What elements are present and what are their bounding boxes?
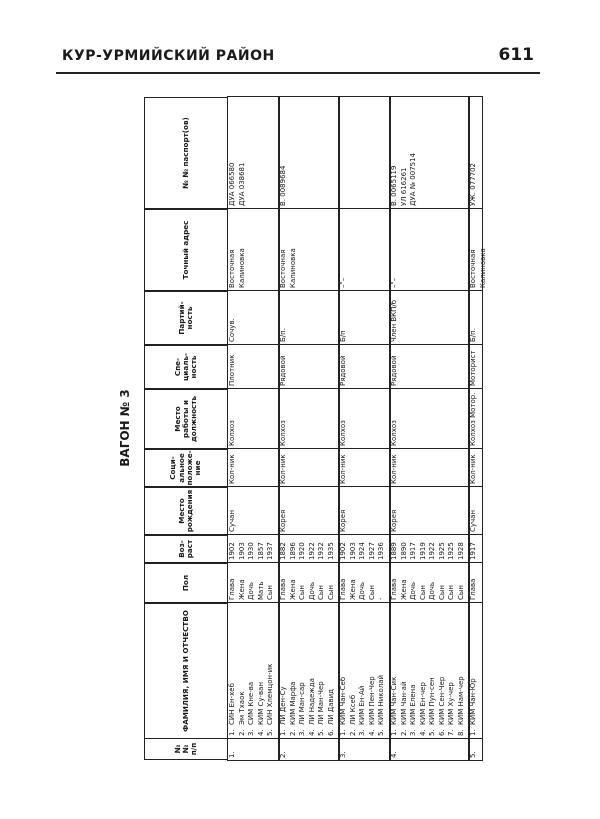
member-name: Эм Тхаок (237, 691, 246, 725)
member-number: 3. (298, 729, 306, 736)
party-membership: Сочув. (228, 318, 236, 342)
member-number: 2. (237, 729, 246, 736)
workplace: Колхоз (279, 420, 287, 446)
group-number-cell (227, 738, 280, 761)
member-age: 1936 (377, 542, 385, 560)
member-row (428, 603, 438, 738)
member-number: 2. (399, 729, 408, 736)
member-age: 1924 (358, 542, 366, 560)
header-col-birthplace: Место рождения (144, 487, 228, 535)
member-age: 1917 (409, 542, 417, 560)
member-number: 1. (228, 729, 236, 736)
passport-number: ДУА 038681 (237, 162, 246, 206)
specialty: Рядовой (390, 355, 398, 386)
family-group (339, 96, 391, 760)
age-cell (468, 534, 483, 563)
member-number: 4. (418, 729, 427, 736)
member-age: 1925 (447, 542, 455, 560)
member-name: ЛИ Давид (326, 689, 335, 725)
member-row (247, 603, 257, 738)
specialty-cell (389, 344, 470, 389)
member-number: 5. (266, 729, 274, 736)
age-cell (389, 534, 470, 563)
names-cell (468, 602, 483, 739)
member-number: 4. (367, 729, 376, 736)
member-row (308, 603, 318, 738)
member-sex: Дочь (428, 581, 436, 600)
member-name: СИН Ен-хеб (228, 683, 236, 725)
member-row (228, 603, 238, 738)
member-row (289, 603, 299, 738)
workplace: Колхоз (339, 420, 347, 446)
specialty-cell (278, 344, 340, 389)
member-row (327, 603, 337, 738)
member-name: КИМ Пен-Чер (367, 676, 376, 725)
age-cell (278, 534, 340, 563)
passports-cell (468, 96, 483, 209)
member-age: 1925 (437, 542, 446, 560)
member-row (457, 603, 467, 738)
workplace: Колхоз Мотор. (469, 392, 477, 446)
member-sex: Глава (228, 578, 236, 600)
member-age: 1937 (266, 542, 274, 560)
member-sex: Жена (348, 579, 357, 600)
header-col-age: Воз- раст (144, 535, 228, 563)
social-status: Кол-ник (469, 454, 477, 484)
header-col-passports: № № паспорт(ов) (144, 97, 228, 209)
member-age: 1889 (390, 542, 398, 560)
party-membership: Б/п. (469, 328, 477, 342)
specialty: Рядовой (339, 355, 347, 386)
sex-cell (338, 562, 391, 603)
social-cell (338, 448, 391, 487)
work-cell (338, 388, 391, 449)
party-cell (227, 290, 280, 345)
member-age: 1890 (399, 542, 408, 560)
member-row (257, 603, 267, 738)
member-row (368, 603, 378, 738)
member-age: 1935 (326, 542, 335, 560)
group-number: 1. (228, 751, 236, 758)
member-sex: Сын (317, 585, 325, 600)
social-cell (468, 448, 483, 487)
group-number-cell (468, 738, 483, 761)
member-name: КИМ Нам-чер (456, 676, 465, 725)
social-status: Кол-ник (339, 454, 347, 484)
member-age: 1930 (247, 542, 255, 560)
address-cell (468, 208, 487, 291)
member-sex: Сын (437, 585, 446, 600)
member-number: 5. (317, 729, 325, 736)
member-age: 1928 (456, 542, 465, 560)
birthplace-cell (338, 486, 391, 535)
passports-cell (227, 96, 280, 209)
member-name: КИМ Ху-чер (447, 682, 455, 725)
member-row (447, 603, 457, 738)
member-name: КИМ Николай (377, 674, 385, 725)
member-sex: Жена (399, 579, 408, 600)
party-membership: Б/п (339, 330, 347, 342)
member-row (349, 603, 359, 738)
member-number: 1. (390, 729, 398, 736)
member-name: КИМ Марфа (288, 681, 297, 725)
member-age: 1927 (367, 542, 376, 560)
names-cell (227, 602, 280, 739)
member-number: 1. (339, 729, 347, 736)
member-row (419, 603, 429, 738)
social-cell (278, 448, 340, 487)
birthplace: Сучан (228, 509, 236, 532)
names-cell (389, 602, 470, 739)
member-name: ЛИ Ман-Чер (317, 681, 325, 725)
address-line: Восточная (279, 249, 287, 288)
member-sex: Сын (456, 585, 465, 600)
member-name: КИМ Чан-Себ (339, 676, 347, 725)
member-age: 1917 (469, 542, 477, 560)
page-number: 611 (498, 45, 534, 65)
work-cell (468, 388, 483, 449)
member-sex: Сын (298, 585, 306, 600)
member-sex: Глава (390, 578, 398, 600)
passport-number: УЖ. 077702 (469, 163, 477, 206)
group-number-cell (389, 738, 470, 761)
header-col-name: ФАМИЛИЯ, ИМЯ И ОТЧЕСТВО (144, 603, 228, 739)
sex-cell (389, 562, 470, 603)
member-name: КИМ Ен-чер (418, 682, 427, 725)
member-name: СИН Хлемцон-ик (266, 663, 274, 725)
passport-number: ДУА 066580 (228, 162, 236, 206)
member-number: 3. (247, 729, 255, 736)
workplace: Колхоз (228, 420, 236, 446)
member-age: 1902 (339, 542, 347, 560)
header-col-num: № № п/п (144, 738, 228, 760)
workplace: Колхоз (390, 420, 398, 446)
social-status: Кол-ник (228, 454, 236, 484)
names-cell (278, 602, 340, 739)
social-status: Кол-ник (390, 454, 398, 484)
specialty: Рядовой (279, 355, 287, 386)
member-row (390, 603, 400, 738)
member-age: 1919 (418, 542, 427, 560)
member-sex: Сын (367, 585, 376, 600)
age-cell (338, 534, 391, 563)
header-col-specialty: Спе- циаль- ность (144, 345, 228, 389)
member-name: КИМ Чан-Юр (469, 678, 477, 725)
member-number: 1. (469, 729, 477, 736)
work-cell (389, 388, 470, 449)
address-line: Восточная (469, 249, 477, 288)
member-name: ЛИ Ксеб (348, 694, 357, 725)
member-age: 1903 (348, 542, 357, 560)
member-number: 7. (447, 729, 455, 736)
sex-cell (468, 562, 483, 603)
birthplace: Корея (279, 509, 287, 532)
group-number: 5. (469, 751, 477, 758)
family-group (469, 96, 487, 760)
member-row (298, 603, 308, 738)
address-line: Восточная (228, 249, 236, 288)
member-age: 1896 (288, 542, 297, 560)
birthplace-cell (389, 486, 470, 535)
member-age: 1922 (307, 542, 316, 560)
member-name: ЛИ Ман-сар (298, 682, 306, 725)
group-number: 3. (339, 751, 347, 758)
birthplace: Корея (339, 509, 347, 532)
address-line: Калиновка (478, 248, 487, 288)
group-number: 4. (390, 751, 398, 758)
member-number: 5. (428, 729, 436, 736)
member-number: 2. (288, 729, 297, 736)
member-sex: Мать (256, 581, 265, 600)
member-name: КИМ Сен-Чер (437, 676, 446, 725)
header-col-party: Партий- ность (144, 291, 228, 345)
header-col-sex: Пол (144, 563, 228, 603)
member-age: 1932 (317, 542, 325, 560)
address-cell (389, 208, 470, 291)
names-cell (338, 602, 391, 739)
specialty: Плотник (228, 354, 236, 386)
address-cell (227, 208, 280, 291)
address-line: Калиновка (288, 248, 297, 288)
member-sex: Дочь (307, 581, 316, 600)
member-sex: Сын (326, 585, 335, 600)
work-cell (278, 388, 340, 449)
passports-cell (278, 96, 340, 209)
member-row (469, 603, 479, 738)
member-age: 1857 (256, 542, 265, 560)
address-cell (338, 208, 391, 291)
member-age: 1902 (228, 542, 236, 560)
member-name: ЛИ Ден-Су (279, 686, 287, 725)
party-membership: Член ВКП/б (390, 299, 398, 342)
member-row (377, 603, 387, 738)
member-number: 2. (348, 729, 357, 736)
sex-cell (278, 562, 340, 603)
member-row (438, 603, 448, 738)
member-age: 1920 (298, 542, 306, 560)
member-name: КИМ Су-ван (256, 681, 265, 725)
member-number: 5. (377, 729, 385, 736)
family-group (279, 96, 340, 760)
member-row (409, 603, 419, 738)
member-row (238, 603, 248, 738)
member-sex: Жена (288, 579, 297, 600)
member-number: 4. (307, 729, 316, 736)
address-line: –"– (390, 277, 398, 288)
birthplace-cell (278, 486, 340, 535)
member-age: 1903 (237, 542, 246, 560)
member-number: 3. (409, 729, 417, 736)
member-name: КИМ Чан-Сик (390, 676, 398, 725)
specialty-cell (468, 344, 483, 389)
member-sex: Сын (447, 585, 455, 600)
member-row (279, 603, 289, 738)
specialty-cell (227, 344, 280, 389)
party-cell (468, 290, 483, 345)
member-row (317, 603, 327, 738)
member-sex: Дочь (409, 581, 417, 600)
passports-cell (389, 96, 470, 209)
group-number: 2. (279, 751, 287, 758)
address-line: Калиновка (237, 248, 246, 288)
work-cell (227, 388, 280, 449)
member-name: КИМ Ен-Ай (358, 685, 366, 725)
member-row (400, 603, 410, 738)
member-sex: Глава (339, 578, 347, 600)
party-cell (338, 290, 391, 345)
member-sex: Глава (279, 578, 287, 600)
social-status: Кол-ник (279, 454, 287, 484)
member-row (266, 603, 276, 738)
member-sex: Глава (469, 578, 477, 600)
member-row (358, 603, 368, 738)
member-name: ЛИ Надежда (307, 678, 316, 725)
member-sex: Жена (237, 579, 246, 600)
member-number: 8. (456, 729, 465, 736)
member-sex: Сын (418, 585, 427, 600)
birthplace: Сучан (469, 509, 477, 532)
passport-number: УЛ 616261 (399, 167, 408, 206)
header-col-address: Точный адрес (144, 209, 228, 291)
member-number: 4. (256, 729, 265, 736)
running-title: КУР-УРМИЙСКИЙ РАЙОН (62, 48, 275, 64)
social-cell (227, 448, 280, 487)
page-header (56, 38, 540, 74)
birthplace-cell (468, 486, 483, 535)
member-age: 1882 (279, 542, 287, 560)
member-number: 6. (437, 729, 446, 736)
sex-cell (227, 562, 280, 603)
passport-number: В. 0089684 (279, 165, 287, 206)
party-cell (278, 290, 340, 345)
group-number-cell (338, 738, 391, 761)
member-name: КИМ Пун-сен (428, 677, 436, 725)
member-row (339, 603, 349, 738)
rotated-table-page (116, 96, 500, 760)
party-cell (389, 290, 470, 345)
header-col-work: Место работы и должность (144, 389, 228, 449)
member-name: КИМ Елена (409, 684, 417, 725)
member-name: СИМ Кне-ва (247, 681, 255, 725)
passport-number: ДУА № 007514 (409, 153, 417, 206)
member-sex: Сын (266, 585, 274, 600)
age-cell (227, 534, 280, 563)
wagon-title: ВАГОН № 3 (118, 389, 132, 467)
passports-cell (338, 96, 391, 209)
member-number: 6. (326, 729, 335, 736)
member-number: 3. (358, 729, 366, 736)
family-table (144, 96, 498, 760)
birthplace: Корея (390, 509, 398, 532)
family-group (390, 96, 470, 760)
social-cell (389, 448, 470, 487)
member-age: 1922 (428, 542, 436, 560)
member-number: 1. (279, 729, 287, 736)
group-number-cell (278, 738, 340, 761)
party-membership: Б/п. (279, 328, 287, 342)
member-sex: - (377, 597, 385, 600)
header-col-social: Соци- альное положе- ние (144, 449, 228, 487)
specialty-cell (338, 344, 391, 389)
passport-number: В. 0065119 (390, 165, 398, 206)
birthplace-cell (227, 486, 280, 535)
address-line: –"– (339, 277, 347, 288)
member-name: КИМ Чан-ай (399, 681, 408, 725)
address-cell (278, 208, 340, 291)
family-group (228, 96, 280, 760)
member-sex: Дочь (358, 581, 366, 600)
member-sex: Дочь (247, 581, 255, 600)
specialty: Моторист (469, 350, 477, 386)
